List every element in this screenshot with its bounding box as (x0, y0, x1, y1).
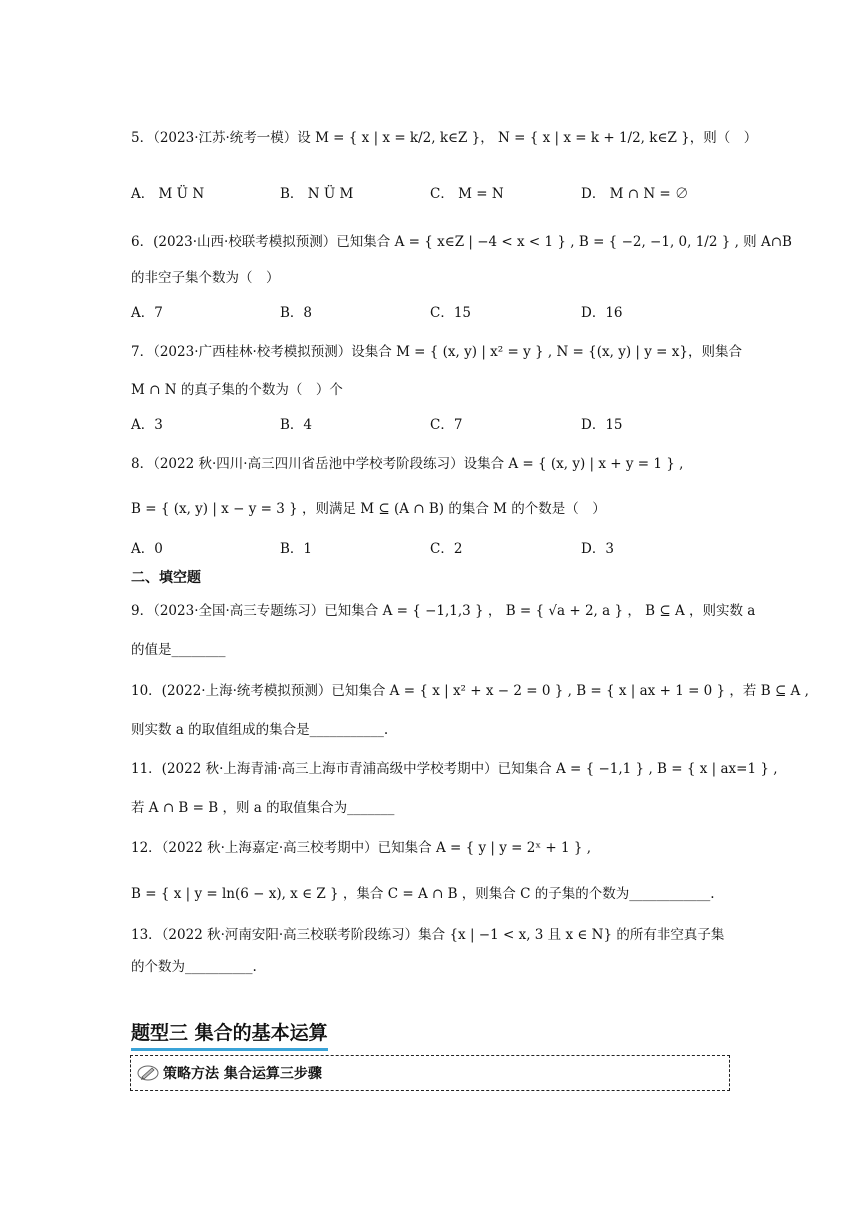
question-7-stem-line-1: 7．（2023·广西桂林·校考模拟预测）设集合 M = { (x, y) | x² = y } , N = {(x, y) | y = x}，则集合 (131, 344, 742, 360)
strategy-label: 策略方法 集合运算三步骤 (163, 1066, 322, 1082)
question-13-stem-line-1: 13．（2022 秋·河南安阳·高三校联考阶段练习）集合 {x | −1 < x, 3 且 x ∈ N} 的所有非空真子集 (131, 927, 725, 943)
strategy-box (130, 1055, 730, 1091)
question-7-option-b: B．4 (280, 417, 313, 433)
question-5-option-b: B． N Ü M (280, 186, 354, 202)
question-11-stem-line-1: 11．(2022 秋·上海青浦·高三上海市青浦高级中学校考期中）已知集合 A = { −1,1 } , B = { x | ax=1 } , (131, 761, 778, 777)
question-12-stem-line-1: 12．（2022 秋·上海嘉定·高三校考期中）已知集合 A = { y | y = 2ˣ + 1 } , (131, 840, 592, 856)
question-7-stem-line-2: M ∩ N 的真子集的个数为（ ）个 (131, 382, 343, 398)
question-11-stem-line-2: 若 A ∩ B = B ，则 a 的取值集合为_______ (131, 800, 395, 816)
question-10-stem-line-1: 10．(2022·上海·统考模拟预测）已知集合 A = { x | x² + x − 2 = 0 } , B = { x | ax + 1 = 0 } ，若 B ⊆ A , (131, 683, 809, 699)
question-9-stem-line-1: 9．（2023·全国·高三专题练习）已知集合 A = { −1,1,3 } ， B = { √a + 2, a } ， B ⊆ A ，则实数 a (131, 603, 756, 619)
question-6-option-b: B．8 (280, 305, 313, 321)
question-8-option-c: C．2 (430, 541, 463, 557)
question-7-option-a: A．3 (131, 417, 163, 433)
question-8-stem-line-1: 8．（2022 秋·四川·高三四川省岳池中学校考阶段练习）设集合 A = { (x, y) | x + y = 1 } , (131, 456, 684, 472)
question-8-stem-line-2: B = { (x, y) | x − y = 3 } ，则满足 M ⊆ (A ∩ B) 的集合 M 的个数是（ ） (131, 501, 606, 517)
question-type-heading: 题型三 集合的基本运算 (131, 1018, 328, 1051)
question-7-option-d: D．15 (581, 417, 623, 433)
question-13-stem-line-2: 的个数为__________. (131, 959, 257, 975)
question-12-stem-line-2: B = { x | y = ln(6 − x), x ∈ Z } ，集合 C = A ∩ B ，则集合 C 的子集的个数为____________. (131, 886, 715, 902)
question-9-stem-line-2: 的值是________ (131, 642, 226, 658)
question-5-stem: 5．（2023·江苏·统考一模）设 M = { x | x = k/2, k∈Z }， N = { x | x = k + 1/2, k∈Z }，则（ ） (131, 130, 758, 146)
question-8-option-a: A．0 (131, 541, 163, 557)
question-5-option-c: C． M = N (430, 186, 504, 202)
question-8-option-b: B．1 (280, 541, 313, 557)
question-7-option-c: C．7 (430, 417, 463, 433)
question-5-option-d: D． M ∩ N = ∅ (581, 186, 689, 202)
question-6-stem-line-2: 的非空子集个数为（ ） (131, 270, 280, 286)
question-10-stem-line-2: 则实数 a 的取值组成的集合是___________. (131, 722, 389, 738)
question-8-option-d: D．3 (581, 541, 614, 557)
pencil-icon (137, 1064, 159, 1082)
question-6-stem-line-1: 6．(2023·山西·校联考模拟预测）已知集合 A = { x∈Z | −4 < x < 1 } , B = { −2, −1, 0, 1/2 } , 则 A∩B (131, 234, 792, 250)
question-5-option-a: A． M Ü N (131, 186, 205, 202)
question-6-option-d: D．16 (581, 305, 623, 321)
question-6-option-c: C．15 (430, 305, 472, 321)
question-6-option-a: A．7 (131, 305, 163, 321)
section-title-fill-in: 二、填空题 (131, 570, 201, 586)
